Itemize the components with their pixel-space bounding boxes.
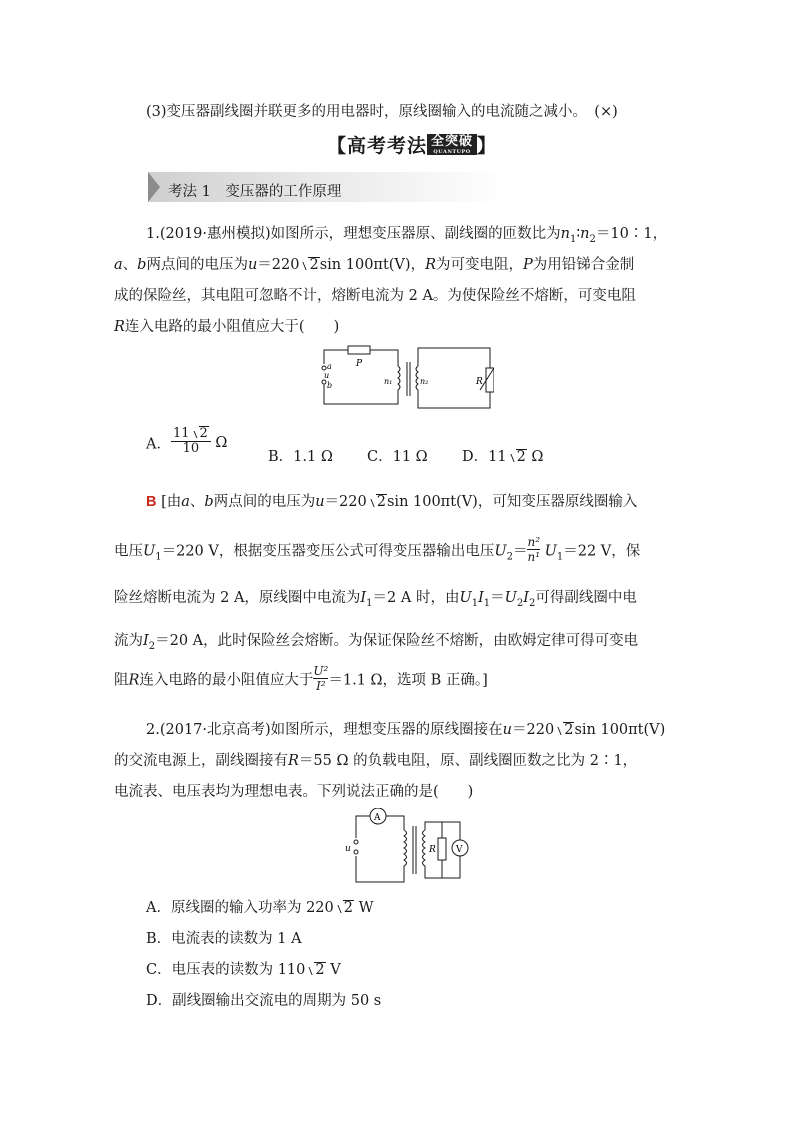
a1-line-3: 险丝熔断电流为 2 A，原线圈中电流为$I_1=2$ A 时，由$U_1I_1=U_2I_2$可得副线圈中电 bbox=[114, 590, 637, 609]
resistor-r bbox=[438, 838, 446, 860]
q1-line-3: 成的保险丝，其电阻可忽略不计，熔断电流为 2 A。为使保险丝不熔断，可变电阻 bbox=[114, 288, 636, 304]
q1-line-4: R连入电路的最小阻值应大于( ) bbox=[114, 319, 340, 335]
section-title-badge-sub: QUANTUPO bbox=[433, 148, 471, 155]
turns-ratio-fraction: $\frac{\text{n²}}{\text{n¹}}$ bbox=[527, 535, 541, 564]
label-voltmeter: V bbox=[456, 845, 463, 855]
q2-option-c[interactable]: C．电压表的读数为 110 2 V bbox=[146, 962, 341, 978]
q1-circuit-diagram bbox=[316, 344, 494, 414]
label-a: a bbox=[327, 362, 332, 371]
q2-line-1: 2.(2017·北京高考)如图所示，理想变压器的原线圈接在u＝220 2sin 100πt(V) bbox=[146, 722, 666, 738]
q1-option-d[interactable]: D．11 2 Ω bbox=[462, 449, 544, 465]
q2-option-b[interactable]: B．电流表的读数为 1 A bbox=[146, 931, 302, 947]
section-title-badge-main: 全突破 bbox=[431, 133, 474, 149]
option-a-fraction: $\frac{11 2}{10}$ bbox=[171, 426, 211, 456]
label-r: R bbox=[476, 377, 483, 387]
a1-line-4: 流为$I_2=20$ A，此时保险丝会熔断。为保证保险丝不熔断，由欧姆定律可得可变电 bbox=[114, 633, 639, 652]
section-title-text: 高考考法 bbox=[347, 135, 428, 157]
section-title bbox=[327, 131, 497, 158]
previous-item-line: (3)变压器副线圈并联更多的用电器时，原线圈输入的电流随之减小。 (×) bbox=[146, 104, 618, 120]
label-u2: u bbox=[345, 844, 351, 854]
section-title-badge bbox=[427, 134, 477, 155]
q2-option-d[interactable]: D．副线圈输出交流电的周期为 50 s bbox=[146, 993, 382, 1009]
resistance-fraction: $\frac{\text{U²}}{\text{I²}}$ bbox=[313, 664, 329, 693]
answer-letter: B bbox=[146, 494, 157, 510]
q2-circuit-diagram bbox=[342, 808, 470, 888]
variable-resistor-r bbox=[486, 368, 494, 392]
label-n2: n₂ bbox=[420, 377, 429, 386]
q2-line-2: 的交流电源上，副线圈接有R＝55 Ω 的负载电阻，原、副线圈匝数之比为 2∶1， bbox=[114, 753, 638, 769]
q1-option-c[interactable]: C．11 Ω bbox=[367, 449, 428, 465]
method-label: 考法 1 变压器的工作原理 bbox=[168, 184, 342, 200]
q1-line-1: 1.(2019·惠州模拟)如图所示，理想变压器原、副线圈的匝数比为$n_1∶n_2=10∶1$， bbox=[146, 226, 668, 245]
a1-line-5: 阻R连入电路的最小阻值应大于 $\frac{\text{U²}}{\text{I²}}$ ＝1.1 Ω，选项 B 正确。] bbox=[114, 664, 488, 693]
q2-option-a[interactable]: A．原线圈的输入功率为 220 2 W bbox=[146, 900, 374, 916]
label-ammeter: A bbox=[374, 813, 381, 823]
fuse-p bbox=[348, 346, 370, 354]
label-n1: n₁ bbox=[384, 377, 393, 386]
label-r2: R bbox=[429, 845, 436, 855]
q1-option-b[interactable]: B．1.1 Ω bbox=[268, 449, 333, 465]
method-arrow-icon bbox=[148, 172, 160, 202]
q1-option-a[interactable]: A． $\frac{11 2}{10}$ Ω bbox=[146, 426, 228, 457]
section-title-bracket-left: 【 bbox=[327, 135, 348, 157]
q2-line-3: 电流表、电压表均为理想电表。下列说法正确的是( ) bbox=[114, 784, 474, 800]
q1-line-2: a、b两点间的电压为u＝220 2sin 100πt(V)，R为可变电阻，P为用铅锑合金制 bbox=[114, 257, 635, 273]
label-p: P bbox=[356, 359, 363, 369]
a1-line-1: B [由a、b两点间的电压为u＝220 2sin 100πt(V)，可知变压器原线圈输入 bbox=[146, 494, 638, 510]
label-b: b bbox=[327, 381, 333, 390]
label-u: u bbox=[324, 371, 330, 380]
a1-line-2: 电压$U_1=220$ V，根据变压器变压公式可得变压器输出电压$U_2=$ $\frac{\text{n²}}{\text{n¹}}$ $U_1=22$ V，保 bbox=[114, 535, 641, 564]
section-title-bracket-right: 】 bbox=[477, 135, 498, 157]
sqrt-symbol: 2 bbox=[299, 257, 319, 274]
